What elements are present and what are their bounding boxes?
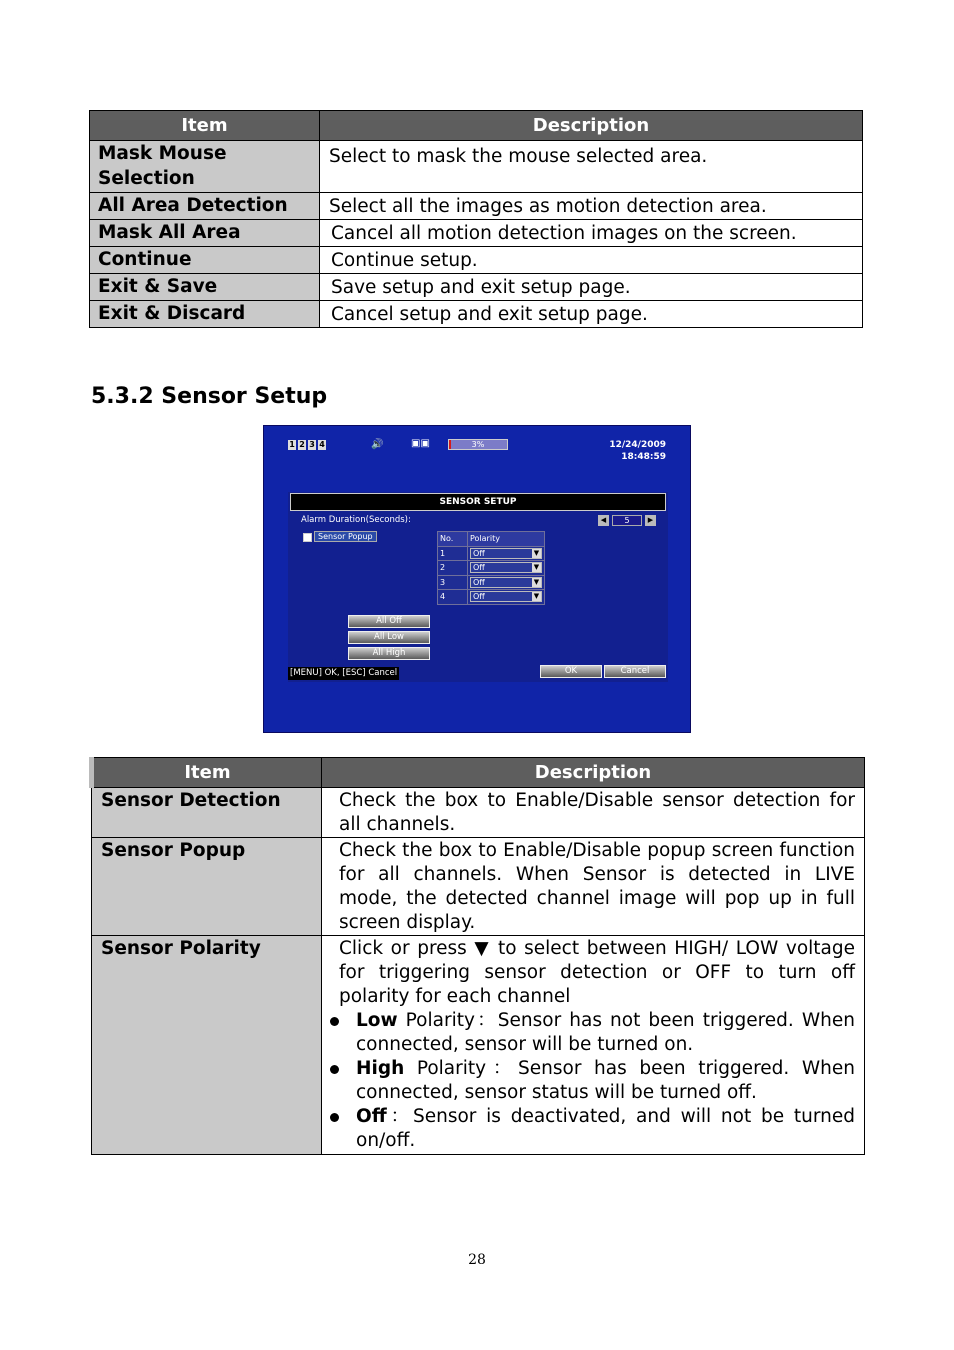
- header-item: Item: [92, 758, 322, 788]
- bullet-term: Off: [356, 1106, 387, 1127]
- polarity-header-row: [438, 532, 545, 547]
- table-row: [92, 838, 865, 936]
- row-item: Mask All Area: [90, 220, 320, 247]
- time-text: 18:48:59: [621, 452, 666, 462]
- table-row: [92, 936, 865, 1155]
- polarity-row: [438, 546, 545, 561]
- sensor-popup-checkbox[interactable]: [303, 533, 312, 542]
- bullet-text: ：Sensor is deactivated, and will not be turned on/off.: [356, 1106, 855, 1151]
- hdd-usage-fill: [449, 440, 451, 449]
- header-description: Description: [320, 111, 863, 141]
- polarity-value: Off: [473, 563, 485, 573]
- polarity-select[interactable]: [470, 591, 542, 602]
- bullet-text: Polarity：Sensor has been triggered. When connected, sensor status will be turned off.: [356, 1058, 855, 1103]
- row-description: Check the box to Enable/Disable popup screen function for all channels. When Sensor is detected in LIVE mode, the detected channel image will pop up in full screen display.: [322, 838, 865, 936]
- row-item: Exit & Discard: [90, 301, 320, 328]
- item-description-table-2: [89, 757, 865, 1155]
- polarity-value: Off: [473, 548, 485, 558]
- all-low-button[interactable]: All Low: [348, 631, 430, 644]
- key-hint: [MENU] OK, [ESC] Cancel: [290, 668, 398, 678]
- polarity-row: [438, 561, 545, 576]
- channel-indicator: 3: [309, 440, 315, 449]
- polarity-header-no: No.: [438, 532, 468, 547]
- all-off-button[interactable]: All Off: [348, 615, 430, 628]
- table-row: [90, 247, 863, 274]
- table-row: [90, 301, 863, 328]
- network-icon: ▣▣: [411, 438, 430, 449]
- table-row: [90, 274, 863, 301]
- chevron-down-icon: ▼: [533, 563, 540, 572]
- row-item: Continue: [90, 247, 320, 274]
- polarity-no: 3: [438, 575, 468, 590]
- polarity-table: [437, 531, 545, 605]
- polarity-no: 2: [438, 561, 468, 576]
- alarm-duration-value[interactable]: 5: [612, 515, 642, 526]
- row-description: Cancel all motion detection images on the screen.: [320, 220, 863, 247]
- polarity-row: [438, 575, 545, 590]
- table-row: [90, 193, 863, 220]
- row-item: All Area Detection: [90, 193, 320, 220]
- polarity-row: [438, 590, 545, 605]
- all-high-button[interactable]: All High: [348, 647, 430, 660]
- table-row: [92, 788, 865, 838]
- row-item: Sensor Detection: [92, 788, 322, 838]
- row-description: Select to mask the mouse selected area.: [320, 141, 863, 193]
- channel-indicator: 1: [289, 440, 295, 449]
- bullet-term: Low: [356, 1010, 398, 1031]
- channel-indicator: 2: [299, 440, 305, 449]
- row-description: [322, 936, 865, 1155]
- datetime-display: [609, 439, 666, 463]
- ok-button[interactable]: OK: [540, 665, 602, 678]
- bullet-term: High: [356, 1058, 405, 1079]
- bullet-text: Polarity：Sensor has not been triggered. When connected, sensor will be turned on.: [356, 1010, 855, 1055]
- table-row: [90, 220, 863, 247]
- section-heading: 5.3.2 Sensor Setup: [91, 384, 328, 409]
- row-item: Mask Mouse Selection: [90, 141, 320, 193]
- cancel-button[interactable]: Cancel: [604, 665, 666, 678]
- channel-indicator: 4: [319, 440, 325, 449]
- polarity-select[interactable]: [470, 562, 542, 573]
- polarity-header-polarity: Polarity: [468, 532, 545, 547]
- page-number: 28: [468, 1252, 486, 1268]
- row-description: Save setup and exit setup page.: [320, 274, 863, 301]
- row-item: Sensor Polarity: [92, 936, 322, 1155]
- row-item: Sensor Popup: [92, 838, 322, 936]
- speaker-icon: 🔊: [371, 439, 384, 450]
- dvr-sensor-setup-screenshot: [263, 425, 691, 733]
- list-item: [339, 1009, 855, 1057]
- table-header-row: [90, 111, 863, 141]
- list-item: [339, 1105, 855, 1153]
- chevron-down-icon: ▼: [533, 577, 540, 586]
- row-description: Check the box to Enable/Disable sensor detection for all channels.: [322, 788, 865, 838]
- header-description: Description: [322, 758, 865, 788]
- setup-title: SENSOR SETUP: [290, 493, 666, 511]
- alarm-duration-label: Alarm Duration(Seconds):: [301, 515, 411, 525]
- chevron-down-icon: ▼: [533, 592, 540, 601]
- polarity-no: 4: [438, 590, 468, 605]
- row-description: Cancel setup and exit setup page.: [320, 301, 863, 328]
- polarity-value: Off: [473, 577, 485, 587]
- arrow-right-icon[interactable]: ▶: [645, 515, 656, 526]
- channel-indicators: [288, 440, 326, 450]
- polarity-value: Off: [473, 592, 485, 602]
- sensor-popup-label: Sensor Popup: [314, 531, 377, 542]
- polarity-intro: Click or press ▼ to select between HIGH/ LOW voltage for triggering sensor detection or OFF to turn off polarity for each channel: [339, 938, 855, 1007]
- arrow-left-icon[interactable]: ◀: [598, 515, 609, 526]
- item-description-table-1: [89, 110, 863, 328]
- row-item: Exit & Save: [90, 274, 320, 301]
- list-item: [339, 1057, 855, 1105]
- date-text: 12/24/2009: [609, 440, 666, 450]
- polarity-select[interactable]: [470, 577, 542, 588]
- row-description: Select all the images as motion detection area.: [320, 193, 863, 220]
- polarity-select[interactable]: [470, 548, 542, 559]
- hdd-usage-label: 3%: [471, 440, 485, 449]
- header-item: Item: [90, 111, 320, 141]
- hdd-usage-bar: [448, 439, 508, 450]
- row-description: Continue setup.: [320, 247, 863, 274]
- table-row: [90, 141, 863, 193]
- chevron-down-icon: ▼: [533, 548, 540, 557]
- polarity-no: 1: [438, 546, 468, 561]
- table-header-row: [92, 758, 865, 788]
